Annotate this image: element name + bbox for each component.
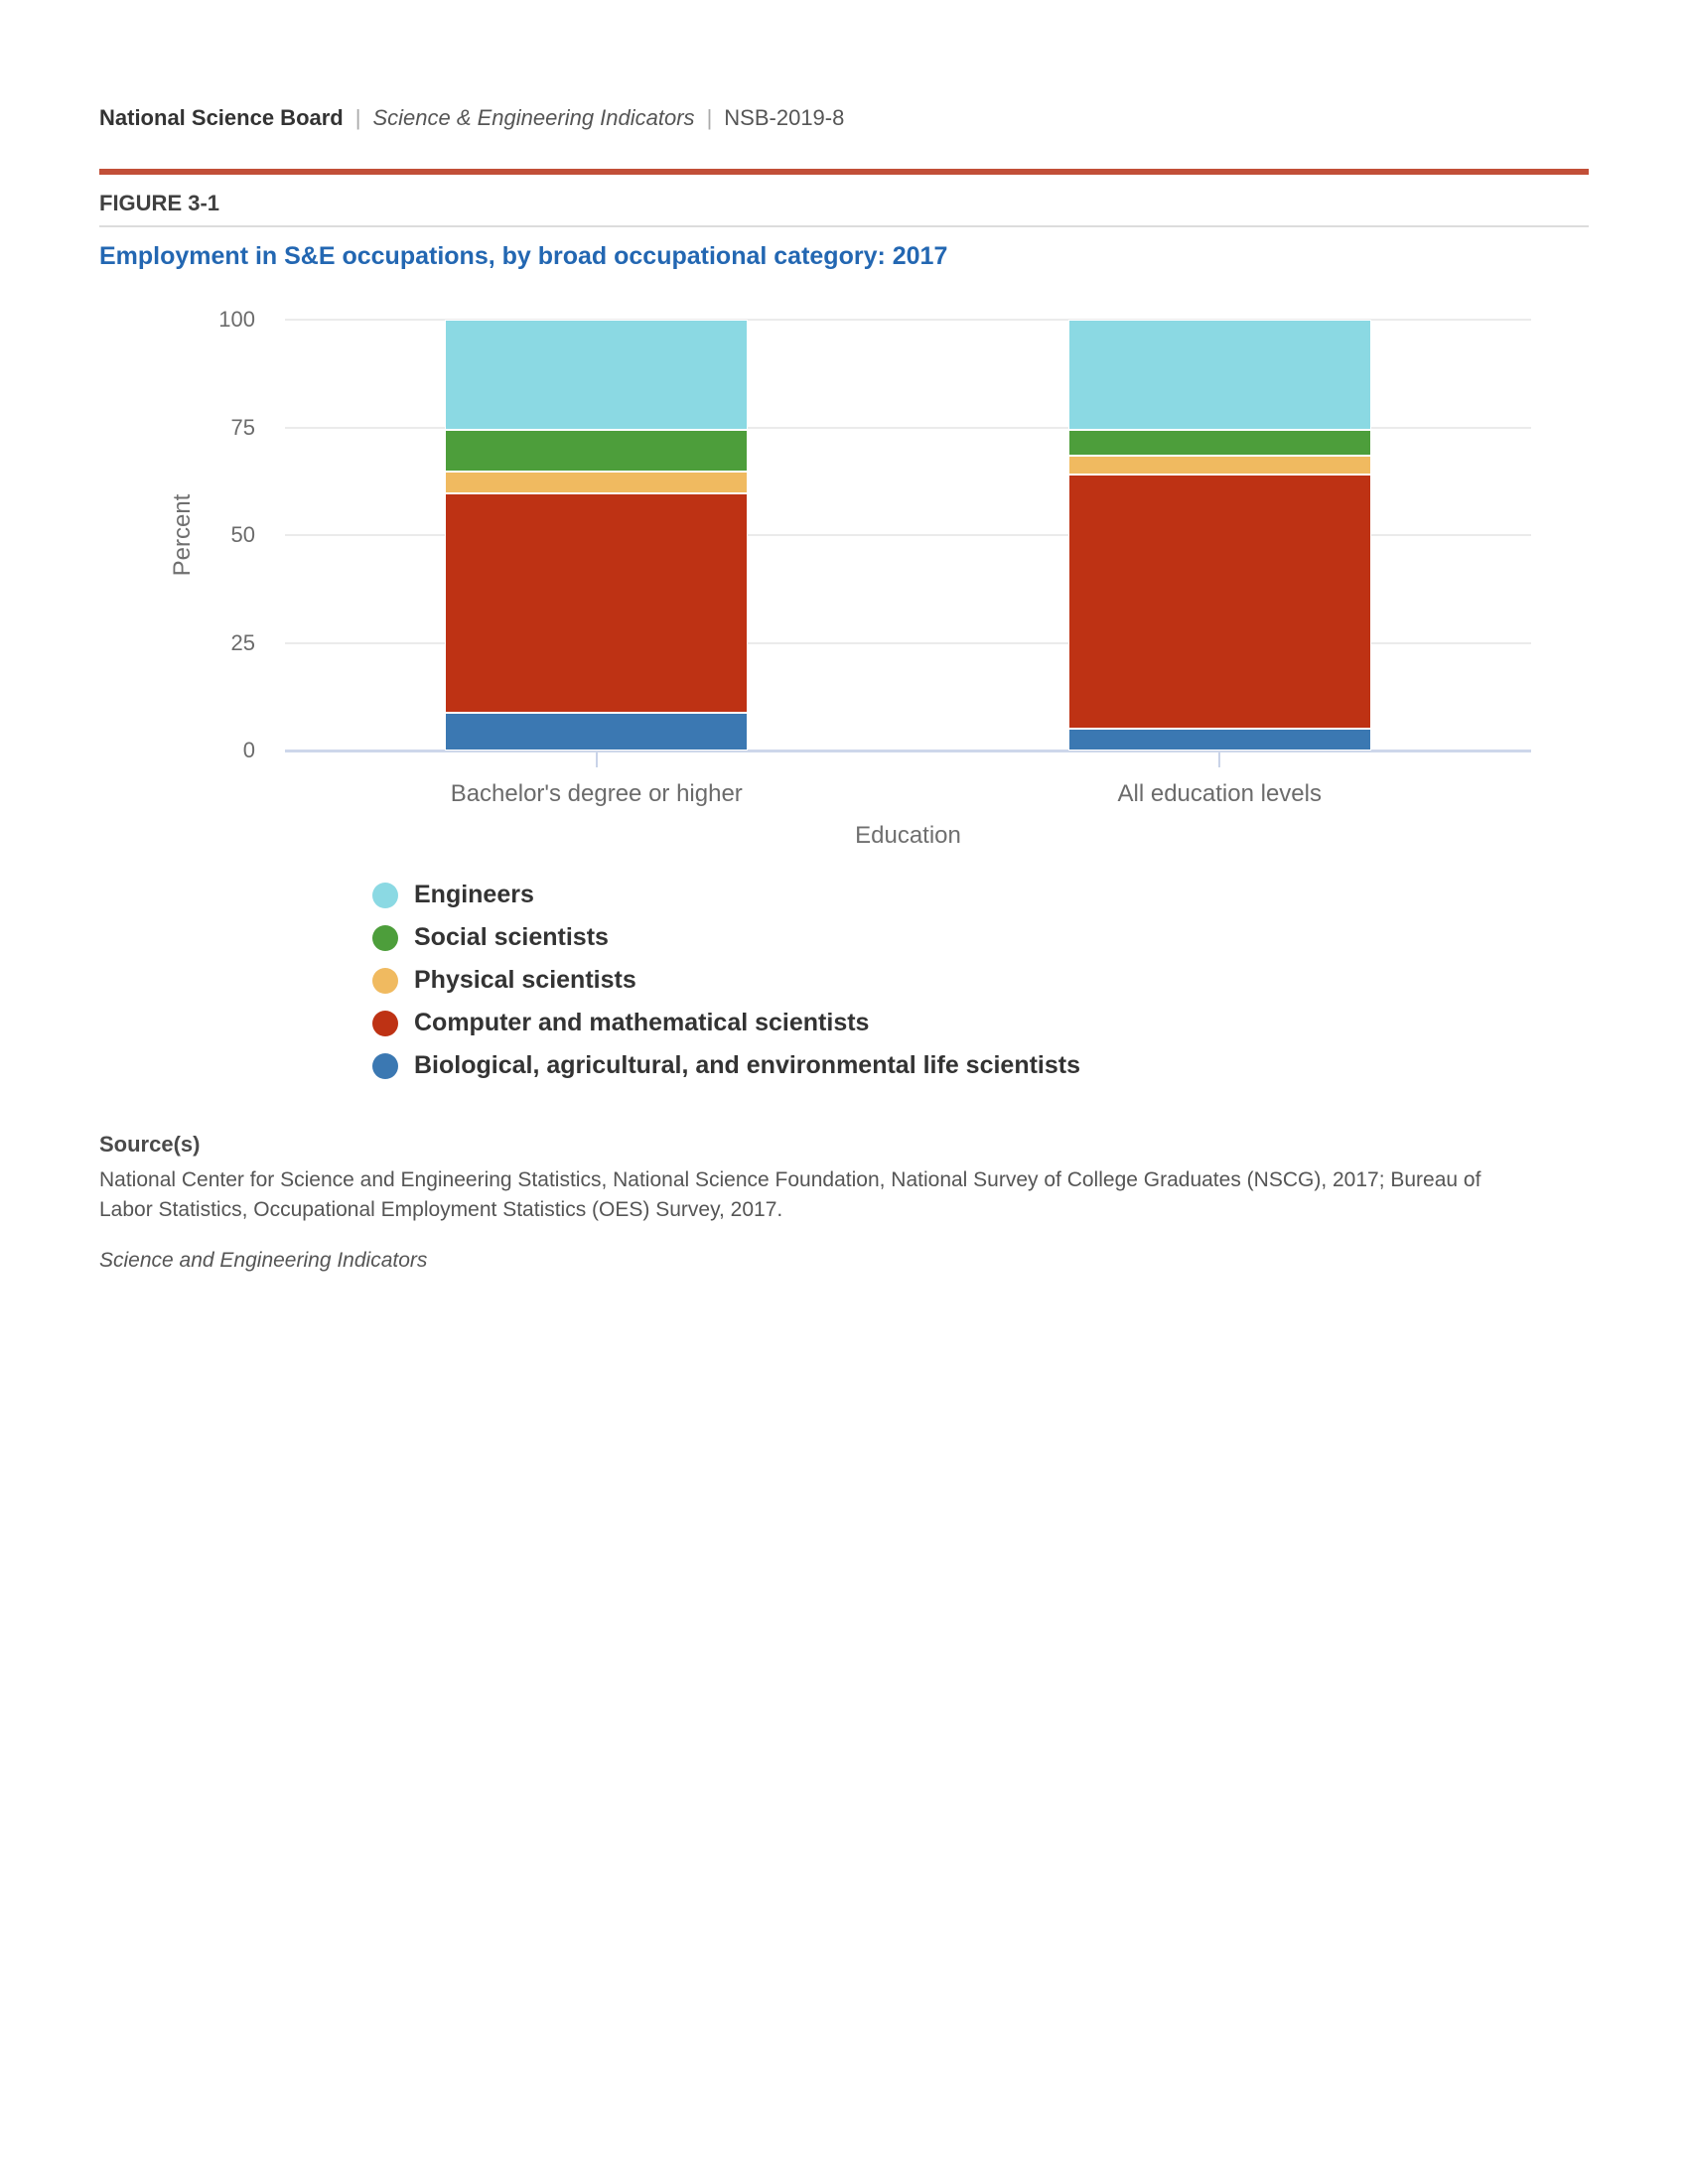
publication-title: Science & Engineering Indicators <box>372 105 695 130</box>
y-axis-title: Percent <box>169 493 196 577</box>
bar-segment[interactable] <box>445 320 748 430</box>
source-heading: Source(s) <box>99 1132 201 1157</box>
chart-legend <box>372 874 1080 1087</box>
document-header <box>99 105 1589 131</box>
accent-rule <box>99 169 1589 175</box>
source-text <box>99 1165 1599 1225</box>
report-id: NSB-2019-8 <box>724 105 845 130</box>
legend-label: Social scientists <box>414 923 609 951</box>
separator: | <box>354 105 361 130</box>
bar-segment[interactable] <box>445 713 748 751</box>
legend-item[interactable] <box>372 916 1080 959</box>
y-tick-label: 25 <box>230 629 255 655</box>
bar-segment[interactable] <box>1068 475 1371 729</box>
bar-segment[interactable] <box>445 493 748 712</box>
legend-item[interactable] <box>372 874 1080 916</box>
x-tick-mark <box>1218 752 1220 767</box>
legend-item[interactable] <box>372 1002 1080 1044</box>
y-tick-label: 75 <box>230 414 255 440</box>
x-axis-title: Education <box>855 822 961 849</box>
figure-label: FIGURE 3-1 <box>99 191 220 215</box>
legend-item[interactable] <box>372 959 1080 1002</box>
publication-footnote: Science and Engineering Indicators <box>99 1249 428 1272</box>
legend-swatch-icon <box>372 1011 398 1036</box>
legend-label: Physical scientists <box>414 966 636 994</box>
legend-label: Computer and mathematical scientists <box>414 1009 870 1036</box>
bar-segment[interactable] <box>1068 456 1371 475</box>
y-tick-label: 50 <box>230 522 255 547</box>
legend-label: Engineers <box>414 881 534 908</box>
bar-segment[interactable] <box>1068 729 1371 751</box>
y-tick-label: 0 <box>242 738 255 762</box>
legend-label: Biological, agricultural, and environmental life scientists <box>414 1051 1080 1079</box>
legend-swatch-icon <box>372 968 398 994</box>
source-section <box>99 1132 1599 1273</box>
legend-swatch-icon <box>372 883 398 908</box>
stacked-bar-chart <box>99 298 1589 849</box>
y-tick-label: 100 <box>218 307 255 332</box>
x-tick-mark <box>596 752 598 767</box>
bar-segment[interactable] <box>445 430 748 473</box>
legend-item[interactable] <box>372 1044 1080 1087</box>
source-line: Labor Statistics, Occupational Employment Statistics (OES) Survey, 2017. <box>99 1198 783 1221</box>
bar-segment[interactable] <box>1068 320 1371 430</box>
separator: | <box>706 105 713 130</box>
bar-segment[interactable] <box>445 472 748 493</box>
legend-swatch-icon <box>372 1053 398 1079</box>
brand-text: National Science Board <box>99 105 344 130</box>
divider-rule <box>99 225 1589 227</box>
source-line: National Center for Science and Engineering Statistics, National Science Foundation, National Survey of College Graduates (NSCG), 2017; Bureau of <box>99 1168 1481 1191</box>
chart-title: Employment in S&E occupations, by broad occupational category: 2017 <box>99 242 948 270</box>
category-label: All education levels <box>1117 780 1322 807</box>
legend-swatch-icon <box>372 925 398 951</box>
category-label: Bachelor's degree or higher <box>450 780 743 807</box>
bar-segment[interactable] <box>1068 430 1371 456</box>
